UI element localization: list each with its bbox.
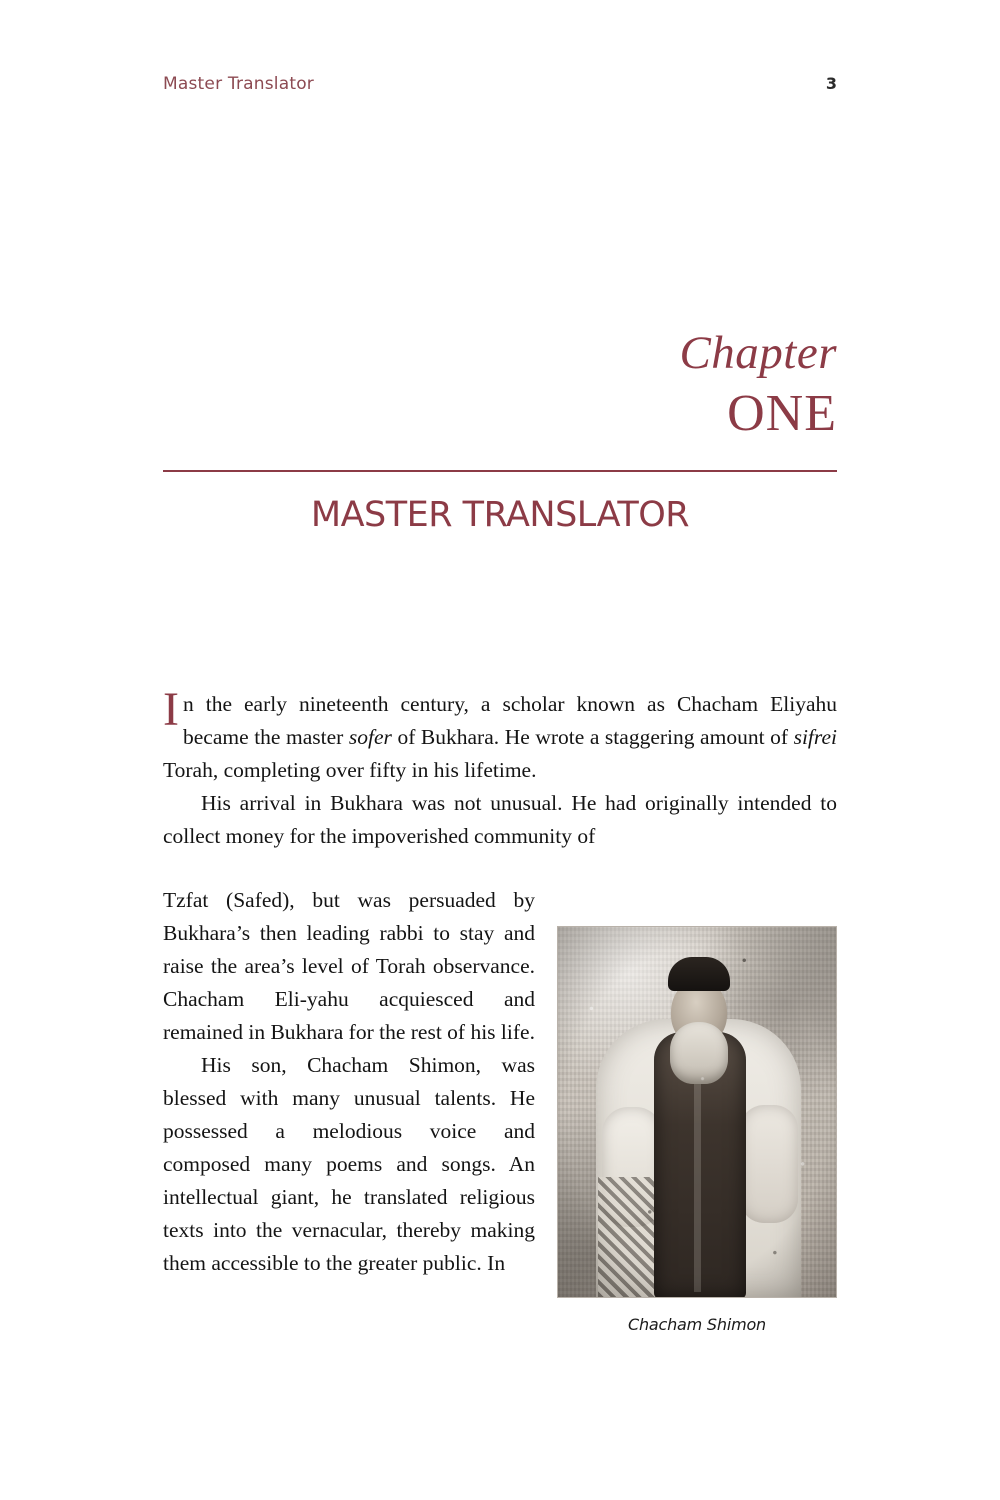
portrait-photo — [557, 926, 837, 1298]
paragraph-1-italic-2: sifrei — [793, 725, 837, 749]
chapter-heading: MASTER TRANSLATOR — [310, 495, 690, 535]
page-number: 3 — [825, 74, 837, 93]
chapter-number: ONE — [727, 385, 837, 442]
paragraph-1-italic-1: sofer — [348, 725, 392, 749]
running-head — [163, 74, 837, 94]
paragraph-1-text-b: of Bukhara. He wrote a staggering amount of — [391, 725, 794, 749]
body-text-narrow — [163, 884, 535, 1280]
body-text-wide — [163, 683, 837, 853]
chapter-opener — [163, 327, 837, 446]
photo-vignette — [558, 927, 836, 1297]
paragraph-1-text-a: n the early nineteenth century, a scholar known as Chacham Eliyahu became the master — [182, 692, 837, 749]
paragraph-1-text-c: Torah, completing over fifty in his lifetime. — [163, 758, 537, 782]
paragraph-2-wide: His arrival in Bukhara was not unusual. He had originally intended to collect money for the impoverished community of — [163, 791, 837, 848]
paragraph-3-narrow: His son, Chacham Shimon, was blessed with many unusual talents. He possessed a melodious voice and composed many poems and songs. An intellectual giant, he translated religious texts into the vernacular, thereby making them accessible to the greater public. In — [163, 1053, 535, 1275]
running-head-title: Master Translator — [163, 74, 314, 94]
figure-caption: Chacham Shimon — [628, 1315, 766, 1334]
figure-portrait — [557, 926, 837, 1334]
horizontal-rule — [163, 470, 837, 472]
drop-cap: I — [163, 683, 179, 736]
paragraph-1 — [163, 683, 837, 787]
paragraph-2-narrow: Tzfat (Safed), but was persuaded by Bukhara’s then leading rabbi to stay and raise the area’s level of Torah observance. Chacham Eli-yahu acquiesced and remained in Bukhara for the rest of his life. — [163, 888, 535, 1044]
chapter-label: Chapter — [679, 327, 837, 379]
